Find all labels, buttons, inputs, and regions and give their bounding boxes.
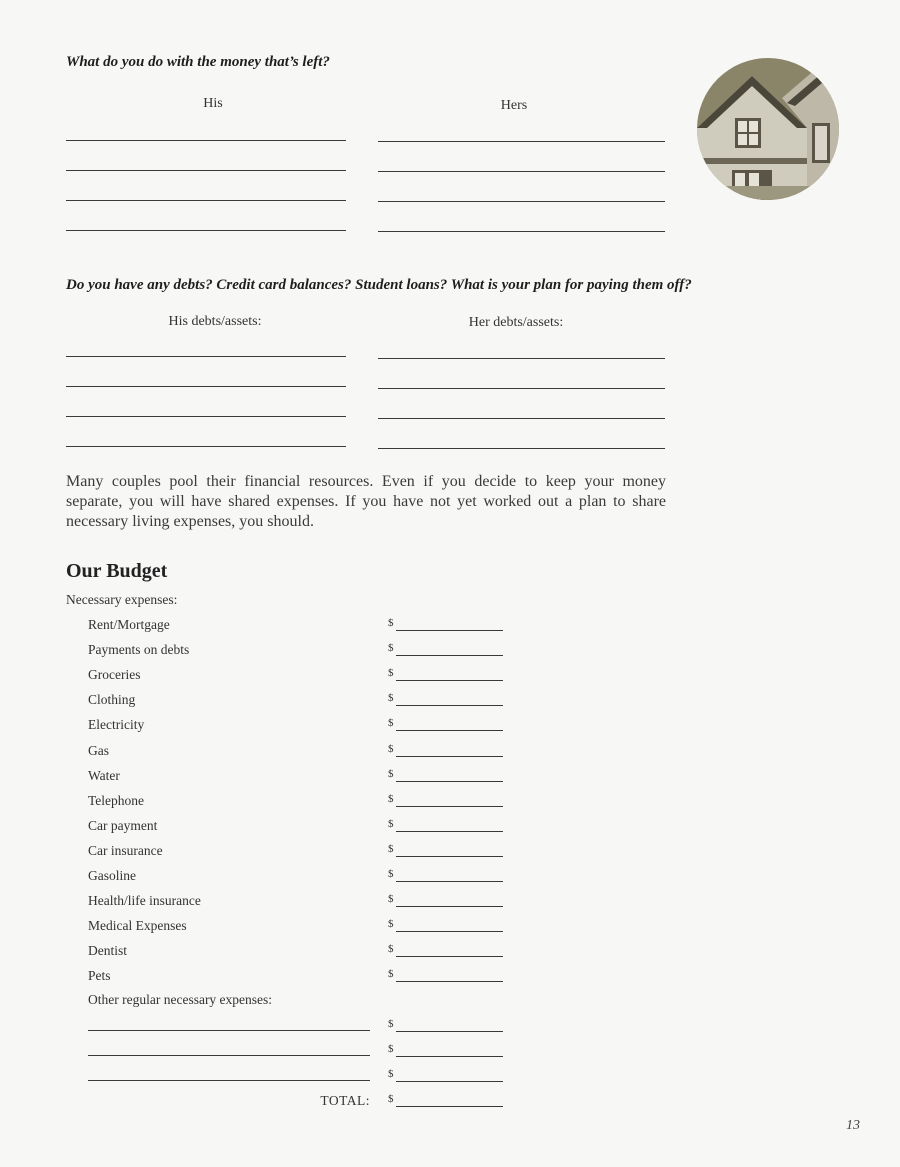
amount-line[interactable] [396,956,503,957]
hers-answer-line[interactable] [378,231,665,232]
dollar-sign: $ [388,968,394,980]
his-debts-line[interactable] [66,446,346,447]
hers-answer-line[interactable] [378,141,665,142]
dollar-sign: $ [388,717,394,729]
amount-line[interactable] [396,730,503,731]
amount-line[interactable] [396,756,503,757]
dollar-sign: $ [388,793,394,805]
dollar-sign: $ [388,1043,394,1055]
page-number: 13 [846,1118,860,1133]
dollar-sign: $ [388,918,394,930]
budget-item-row [88,692,518,712]
dollar-sign: $ [388,642,394,654]
budget-item-row [88,793,518,813]
amount-line[interactable] [396,806,503,807]
budget-item-row [88,893,518,913]
budget-item-label: Medical Expenses [88,918,187,933]
dollar-sign: $ [388,1093,394,1105]
budget-title: Our Budget [66,560,168,582]
dollar-sign: $ [388,768,394,780]
other-expense-row [88,1068,518,1088]
amount-line[interactable] [396,881,503,882]
budget-item-row [88,717,518,737]
house-photo [697,58,839,200]
his-answer-line[interactable] [66,200,346,201]
budget-item-row [88,943,518,963]
his-column-label: His [203,96,223,111]
dollar-sign: $ [388,743,394,755]
other-expense-row [88,1018,518,1038]
budget-item-row [88,743,518,763]
budget-item-label: Gasoline [88,868,136,883]
budget-item-row [88,843,518,863]
budget-item-label: Clothing [88,692,136,707]
question-money-left: What do you do with the money that’s left? [66,54,330,70]
budget-item-row [88,968,518,988]
her-debts-label: Her debts/assets: [468,315,564,330]
house-photo-icon [697,58,839,200]
budget-item-row [88,868,518,888]
amount-line[interactable] [396,831,503,832]
his-debts-label: His debts/assets: [168,314,262,329]
amount-line[interactable] [396,680,503,681]
amount-line[interactable] [396,1031,503,1032]
other-expense-name-line[interactable] [88,1030,370,1031]
hers-answer-line[interactable] [378,171,665,172]
hers-column-label: Hers [500,98,528,113]
budget-item-row [88,667,518,687]
amount-line[interactable] [396,655,503,656]
his-debts-line[interactable] [66,356,346,357]
budget-item-label: Telephone [88,793,145,808]
budget-item-label: Rent/Mortgage [88,617,170,632]
dollar-sign: $ [388,943,394,955]
budget-item-label: Payments on debts [88,642,190,657]
budget-item-label: Electricity [88,717,145,732]
budget-item-label: Car insurance [88,843,163,858]
other-expenses-label: Other regular necessary expenses: [88,992,273,1007]
amount-line[interactable] [396,781,503,782]
dollar-sign: $ [388,868,394,880]
dollar-sign: $ [388,617,394,629]
budget-item-label: Health/life insurance [88,893,201,908]
total-row [88,1093,518,1113]
budget-item-label: Car payment [88,818,158,833]
budget-item-label: Groceries [88,667,141,682]
dollar-sign: $ [388,893,394,905]
budget-item-row [88,642,518,662]
her-debts-line[interactable] [378,358,665,359]
other-expense-name-line[interactable] [88,1055,370,1056]
shared-expenses-paragraph: Many couples pool their financial resources. Even if you decide to keep your money separate, you will have shared expenses. If you have not yet worked out a plan to share necessary living expenses, you should. [66,473,666,530]
his-answer-line[interactable] [66,230,346,231]
budget-item-row [88,918,518,938]
dollar-sign: $ [388,843,394,855]
total-amount-line[interactable] [396,1106,503,1107]
other-expense-name-line[interactable] [88,1080,370,1081]
budget-item-label: Dentist [88,943,127,958]
budget-item-label: Pets [88,968,111,983]
dollar-sign: $ [388,1068,394,1080]
amount-line[interactable] [396,1056,503,1057]
dollar-sign: $ [388,667,394,679]
amount-line[interactable] [396,906,503,907]
budget-item-row [88,617,518,637]
his-debts-line[interactable] [66,416,346,417]
amount-line[interactable] [396,981,503,982]
his-answer-line[interactable] [66,140,346,141]
dollar-sign: $ [388,818,394,830]
budget-item-row [88,768,518,788]
question-debts: Do you have any debts? Credit card balances? Student loans? What is your plan for paying them off? [66,277,692,293]
dollar-sign: $ [388,1018,394,1030]
budget-item-label: Water [88,768,120,783]
her-debts-line[interactable] [378,448,665,449]
budget-item-label: Gas [88,743,109,758]
his-answer-line[interactable] [66,170,346,171]
amount-line[interactable] [396,705,503,706]
amount-line[interactable] [396,856,503,857]
dollar-sign: $ [388,692,394,704]
her-debts-line[interactable] [378,388,665,389]
total-label: TOTAL: [320,1093,370,1108]
his-debts-line[interactable] [66,386,346,387]
budget-item-row [88,818,518,838]
amount-line[interactable] [396,630,503,631]
hers-answer-line[interactable] [378,201,665,202]
budget-subtitle: Necessary expenses: [66,592,178,607]
other-expense-row [88,1043,518,1063]
amount-line[interactable] [396,1081,503,1082]
her-debts-line[interactable] [378,418,665,419]
amount-line[interactable] [396,931,503,932]
